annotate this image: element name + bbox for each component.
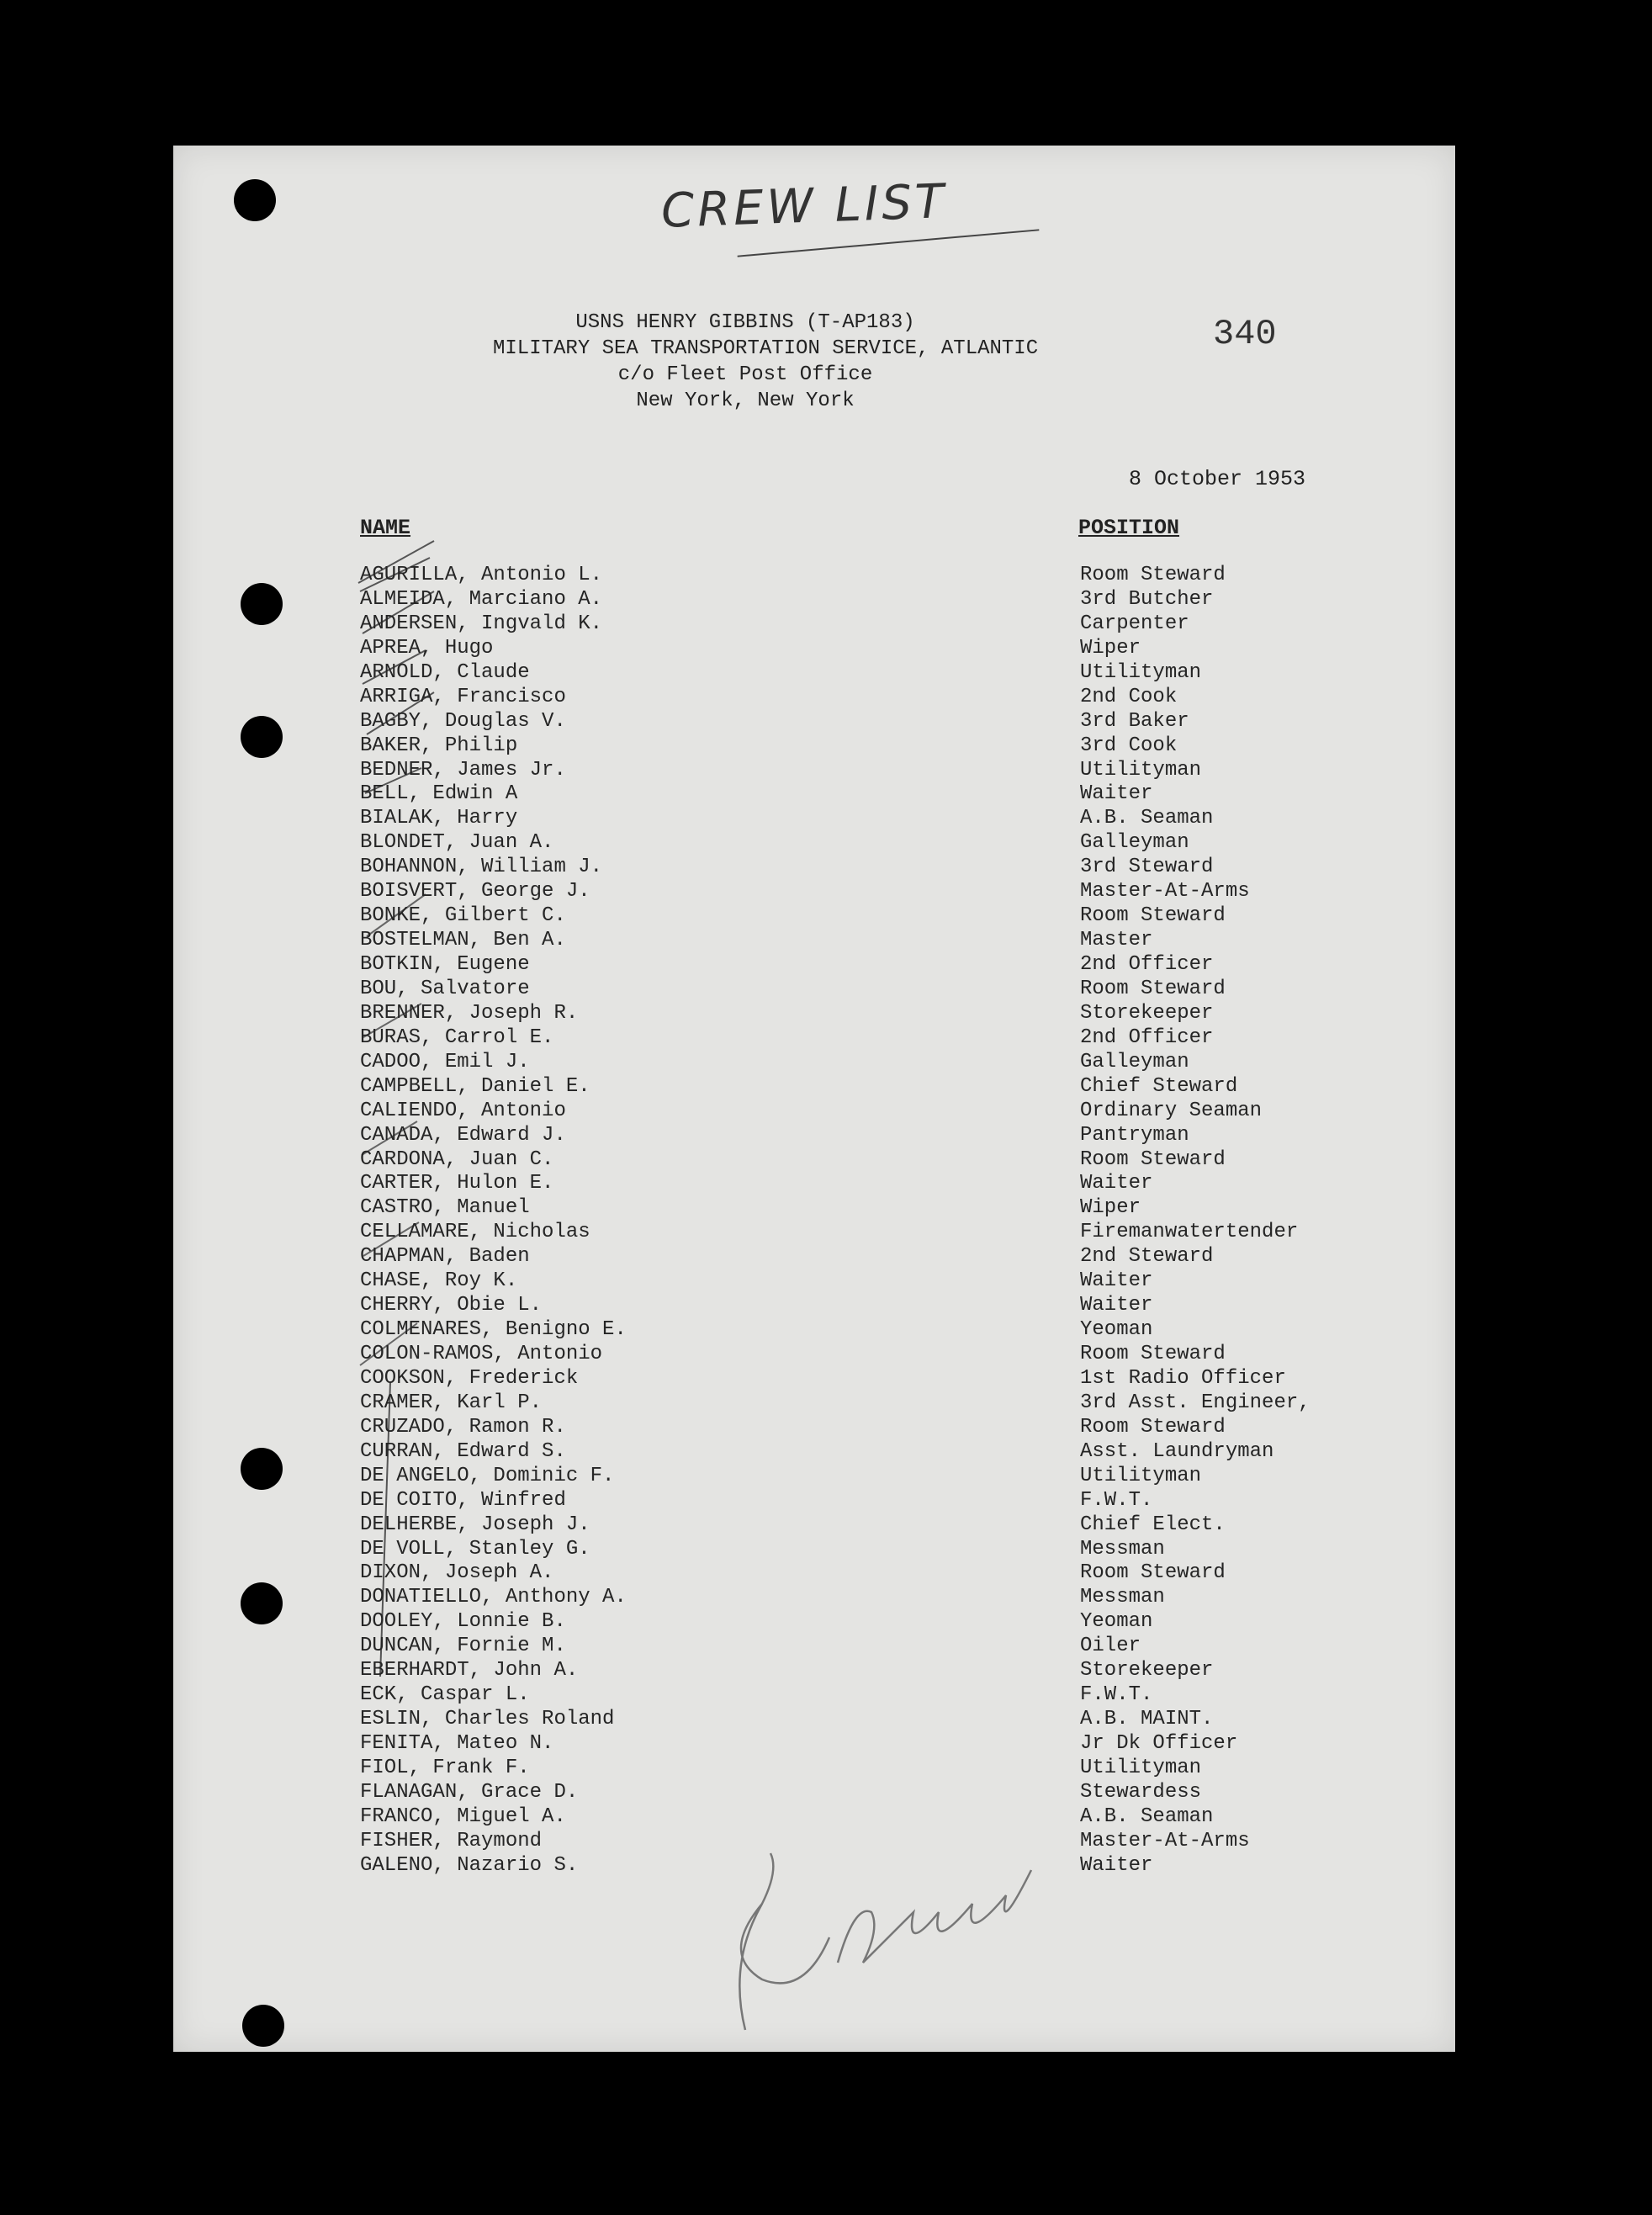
crew-name: BOSTELMAN, Ben A. — [360, 929, 566, 952]
crew-position: Galleyman — [1080, 831, 1189, 855]
crew-name: BONKE, Gilbert C. — [360, 904, 566, 928]
crew-position: 3rd Cook — [1080, 734, 1178, 757]
crew-name: CHAPMAN, Baden — [360, 1245, 530, 1269]
punch-hole — [241, 583, 283, 625]
crew-row — [360, 1002, 1369, 1026]
crew-name: DE COITO, Winfred — [360, 1488, 566, 1512]
crew-name: CANADA, Edward J. — [360, 1123, 566, 1147]
crew-name: BELL, Edwin A — [360, 782, 518, 806]
crew-name: BIALAK, Harry — [360, 807, 518, 830]
crew-name: BAGBY, Douglas V. — [360, 709, 566, 733]
crew-row — [360, 1683, 1369, 1708]
crew-position: Master-At-Arms — [1080, 1829, 1250, 1852]
service-name: MILITARY SEA TRANSPORTATION SERVICE, ATLANTIC — [493, 337, 1039, 360]
crew-row — [360, 1269, 1369, 1294]
crew-row — [360, 1051, 1369, 1075]
crew-name: BURAS, Carrol E. — [360, 1025, 554, 1049]
crew-position: Jr Dk Officer — [1080, 1732, 1238, 1755]
crew-name: DE ANGELO, Dominic F. — [360, 1464, 615, 1487]
crew-name: CADOO, Emil J. — [360, 1050, 530, 1073]
crew-row — [360, 1440, 1369, 1465]
crew-name: BOTKIN, Eugene — [360, 953, 530, 976]
crew-name: FIOL, Frank F. — [360, 1756, 530, 1779]
crew-row — [360, 1172, 1369, 1196]
crew-name: FLANAGAN, Grace D. — [360, 1780, 579, 1804]
document-page — [173, 146, 1455, 2052]
crew-row — [360, 1489, 1369, 1513]
crew-name: ARNOLD, Claude — [360, 660, 530, 684]
crew-position: Pantryman — [1080, 1123, 1189, 1147]
crew-position: A.B. Seaman — [1080, 1804, 1214, 1828]
crew-name: CELLAMARE, Nicholas — [360, 1221, 590, 1244]
name-column-header: NAME — [360, 516, 411, 540]
crew-row — [360, 1100, 1369, 1124]
crew-name: COLON-RAMOS, Antonio — [360, 1343, 603, 1365]
crew-name: BRENNER, Joseph R. — [360, 1001, 579, 1025]
crew-position: Room Steward — [1080, 977, 1226, 1000]
crew-row — [360, 734, 1369, 759]
crew-position: Oiler — [1080, 1635, 1141, 1658]
crew-row — [360, 953, 1369, 978]
crew-position: Messman — [1080, 1537, 1165, 1561]
crew-position: Room Steward — [1080, 1343, 1226, 1365]
crew-name: DOOLEY, Lonnie B. — [360, 1610, 566, 1634]
crew-position: 2nd Officer — [1080, 1025, 1214, 1049]
crew-position: Room Steward — [1080, 564, 1226, 586]
crew-name: CARTER, Hulon E. — [360, 1172, 554, 1195]
crew-row — [360, 1343, 1369, 1367]
crew-position: Ordinary Seaman — [1080, 1099, 1263, 1122]
document-date: 8 October 1953 — [1129, 467, 1306, 491]
crew-position: Storekeeper — [1080, 1001, 1214, 1025]
crew-name: CAMPBELL, Daniel E. — [360, 1074, 590, 1098]
crew-row — [360, 782, 1369, 807]
crew-position: Master-At-Arms — [1080, 880, 1250, 903]
crew-row — [360, 1635, 1369, 1659]
crew-row — [360, 1148, 1369, 1173]
crew-name: BOHANNON, William J. — [360, 856, 603, 879]
crew-name: DIXON, Joseph A. — [360, 1561, 554, 1585]
crew-name: COLMENARES, Benigno E. — [360, 1318, 627, 1342]
crew-row — [360, 564, 1369, 588]
crew-position: Chief Elect. — [1080, 1513, 1226, 1536]
crew-row — [360, 880, 1369, 904]
crew-row — [360, 612, 1369, 637]
crew-position: 3rd Steward — [1080, 856, 1214, 879]
crew-row — [360, 1318, 1369, 1343]
crew-row — [360, 831, 1369, 856]
handwritten-title: CREW LIST — [659, 174, 949, 239]
crew-position: Utilityman — [1080, 1756, 1202, 1779]
crew-row — [360, 1561, 1369, 1586]
crew-name: ECK, Caspar L. — [360, 1683, 530, 1707]
crew-position: 2nd Officer — [1080, 953, 1214, 976]
crew-name: EBERHARDT, John A. — [360, 1659, 579, 1682]
crew-name: CHERRY, Obie L. — [360, 1294, 543, 1317]
crew-name: CURRAN, Edward S. — [360, 1439, 566, 1463]
crew-position: Messman — [1080, 1586, 1165, 1609]
crew-position: 3rd Baker — [1080, 709, 1189, 733]
crew-row — [360, 1391, 1369, 1416]
crew-row — [360, 710, 1369, 734]
punch-hole — [242, 2005, 284, 2047]
letterhead — [493, 310, 1039, 414]
crew-position: F.W.T. — [1080, 1488, 1153, 1512]
crew-row — [360, 1294, 1369, 1318]
crew-position: Carpenter — [1080, 612, 1189, 635]
crew-name: BOU, Salvatore — [360, 977, 530, 1000]
crew-row — [360, 856, 1369, 880]
crew-name: FENITA, Mateo N. — [360, 1732, 554, 1755]
crew-table — [360, 564, 1369, 1879]
crew-position: Stewardess — [1080, 1780, 1202, 1804]
punch-hole — [241, 1448, 283, 1490]
crew-name: ESLIN, Charles Roland — [360, 1708, 615, 1731]
crew-position: A.B. MAINT. — [1080, 1708, 1214, 1731]
crew-row — [360, 1659, 1369, 1683]
crew-row — [360, 1026, 1369, 1051]
punch-hole — [234, 179, 276, 221]
position-column-header: POSITION — [1078, 516, 1180, 540]
crew-row — [360, 1124, 1369, 1148]
crew-name: FRANCO, Miguel A. — [360, 1804, 566, 1828]
crew-name: ALMEIDA, Marciano A. — [360, 587, 603, 611]
crew-row — [360, 1075, 1369, 1100]
crew-name: AGURILLA, Antonio L. — [360, 564, 603, 586]
crew-row — [360, 686, 1369, 710]
crew-row — [360, 637, 1369, 661]
crew-name: CARDONA, Juan C. — [360, 1147, 554, 1171]
crew-position: A.B. Seaman — [1080, 807, 1214, 830]
crew-position: Asst. Laundryman — [1080, 1439, 1274, 1463]
crew-row — [360, 1805, 1369, 1830]
punch-hole — [241, 1582, 283, 1624]
crew-row — [360, 1708, 1369, 1732]
crew-row — [360, 1367, 1369, 1391]
crew-name: CRUZADO, Ramon R. — [360, 1415, 566, 1439]
crew-position: Room Steward — [1080, 1415, 1226, 1439]
crew-position: Firemanwatertender — [1080, 1221, 1299, 1244]
crew-position: Galleyman — [1080, 1050, 1189, 1073]
crew-name: DELHERBE, Joseph J. — [360, 1513, 590, 1536]
crew-name: CASTRO, Manuel — [360, 1196, 530, 1220]
crew-row — [360, 759, 1369, 783]
crew-name: GALENO, Nazario S. — [360, 1853, 579, 1877]
crew-row — [360, 1196, 1369, 1221]
crew-name: BAKER, Philip — [360, 734, 518, 757]
crew-name: COOKSON, Frederick — [360, 1366, 579, 1390]
crew-name: DE VOLL, Stanley G. — [360, 1537, 590, 1561]
crew-name: FISHER, Raymond — [360, 1829, 543, 1852]
crew-position: Master — [1080, 929, 1153, 952]
ship-name: USNS HENRY GIBBINS (T-AP183) — [575, 311, 915, 334]
crew-row — [360, 904, 1369, 929]
crew-row — [360, 807, 1369, 831]
crew-row — [360, 1245, 1369, 1269]
crew-row — [360, 588, 1369, 612]
crew-name: BLONDET, Juan A. — [360, 831, 554, 855]
crew-position: Wiper — [1080, 636, 1141, 660]
crew-row — [360, 929, 1369, 953]
crew-name: CHASE, Roy K. — [360, 1269, 518, 1293]
crew-row — [360, 1732, 1369, 1757]
crew-row — [360, 1538, 1369, 1562]
crew-name: APREA, Hugo — [360, 636, 494, 660]
crew-position: 3rd Asst. Engineer, — [1080, 1391, 1310, 1414]
page-number: 340 — [1213, 314, 1277, 354]
crew-position: Utilityman — [1080, 758, 1202, 782]
crew-name: CALIENDO, Antonio — [360, 1099, 566, 1122]
crew-name: ARRIGA, Francisco — [360, 685, 566, 708]
post-office: c/o Fleet Post Office — [617, 363, 873, 386]
city: New York, New York — [636, 389, 855, 412]
crew-name: BOISVERT, George J. — [360, 880, 590, 903]
crew-position: Room Steward — [1080, 904, 1226, 928]
crew-position: Room Steward — [1080, 1147, 1226, 1171]
crew-position: 2nd Steward — [1080, 1245, 1214, 1269]
crew-position: Wiper — [1080, 1196, 1141, 1220]
crew-name: DUNCAN, Fornie M. — [360, 1635, 566, 1658]
crew-position: 2nd Cook — [1080, 685, 1178, 708]
crew-position: Waiter — [1080, 1269, 1153, 1293]
crew-position: 3rd Butcher — [1080, 587, 1214, 611]
crew-position: 1st Radio Officer — [1080, 1366, 1286, 1390]
crew-position: Utilityman — [1080, 660, 1202, 684]
crew-row — [360, 661, 1369, 686]
crew-name: BEDNER, James Jr. — [360, 758, 566, 782]
crew-position: Storekeeper — [1080, 1659, 1214, 1682]
punch-hole — [241, 716, 283, 758]
crew-row — [360, 1610, 1369, 1635]
crew-name: ANDERSEN, Ingvald K. — [360, 612, 603, 635]
crew-position: Yeoman — [1080, 1318, 1153, 1342]
crew-row — [360, 1586, 1369, 1610]
crew-row — [360, 1781, 1369, 1805]
crew-row — [360, 1416, 1369, 1440]
crew-position: Utilityman — [1080, 1464, 1202, 1487]
crew-name: DONATIELLO, Anthony A. — [360, 1586, 627, 1609]
crew-position: Waiter — [1080, 782, 1153, 806]
crew-position: Waiter — [1080, 1294, 1153, 1317]
crew-position: Waiter — [1080, 1172, 1153, 1195]
crew-row — [360, 978, 1369, 1002]
crew-position: Room Steward — [1080, 1561, 1226, 1585]
crew-position: Yeoman — [1080, 1610, 1153, 1634]
crew-position: Chief Steward — [1080, 1074, 1238, 1098]
crew-position: F.W.T. — [1080, 1683, 1153, 1707]
crew-row — [360, 1757, 1369, 1781]
crew-row — [360, 1513, 1369, 1538]
handwritten-signature — [712, 1836, 1065, 2047]
crew-position: Waiter — [1080, 1853, 1153, 1877]
crew-name: CRAMER, Karl P. — [360, 1391, 543, 1414]
crew-row — [360, 1465, 1369, 1489]
crew-row — [360, 1221, 1369, 1245]
